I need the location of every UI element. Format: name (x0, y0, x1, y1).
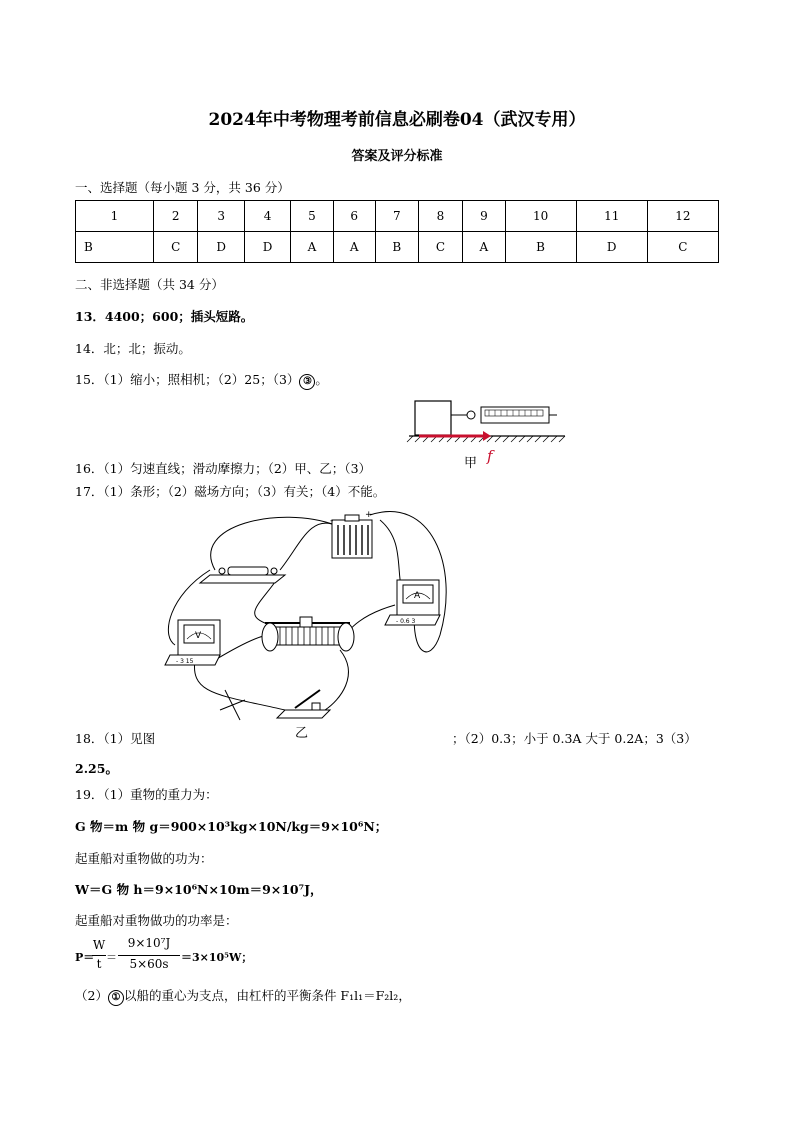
answer-table (75, 200, 719, 263)
friction-symbol: f (487, 447, 493, 465)
ammeter-terminals: - 0.6 3 (396, 618, 416, 625)
svg-text:-: - (330, 516, 334, 526)
table-answer-cell: B (375, 232, 418, 263)
section-heading-choice: 一、选择题（每小题 3 分，共 36 分） (75, 180, 290, 195)
svg-text:+: + (365, 510, 373, 520)
battery-icon (332, 515, 372, 558)
answer-q15 (75, 370, 328, 390)
voltmeter-icon (165, 620, 220, 665)
fraction-bar-2 (118, 955, 180, 956)
wooden-block (415, 401, 451, 435)
circuit-diagram (160, 505, 470, 740)
fraction-t-den: t (96, 957, 102, 971)
answer-q19-line6-text: 以船的重心为支点，由杠杆的平衡条件 F₁l₁＝F₂l₂， (123, 988, 411, 1003)
table-answer-cell: C (647, 232, 718, 263)
table-header-cell: 6 (333, 201, 375, 232)
answer-q17: 17．（1）条形；（2）磁场方向；（3）有关；（4）不能。 (75, 484, 386, 499)
section-heading-nonchoice: 二、非选择题（共 34 分） (75, 277, 224, 292)
switch-icon (277, 690, 330, 718)
table-header-cell: 4 (244, 201, 290, 232)
answer-q19-line6 (75, 986, 411, 1006)
table-header-cell: 8 (418, 201, 463, 232)
table-header-cell: 5 (291, 201, 333, 232)
table-header-cell: 10 (505, 201, 576, 232)
answer-q18-part1: 18．（1）见图 (75, 731, 156, 746)
table-answer-cell: D (576, 232, 647, 263)
table-answer-cell: B (505, 232, 576, 263)
answer-q14: 14．北；北；振动。 (75, 341, 191, 356)
formula-equals: ＝ (106, 951, 117, 964)
fraction-work-num: 9×10⁷J (127, 936, 171, 950)
answer-q13: 13．4400；600；插头短路。 (75, 309, 254, 324)
table-header-cell: 11 (576, 201, 647, 232)
spring-scale (481, 407, 549, 423)
resistor-icon (200, 567, 285, 583)
page-subtitle: 答案及评分标准 (351, 149, 443, 164)
voltmeter-terminals: - 3 15 (176, 658, 194, 665)
table-answer-cell: A (291, 232, 333, 263)
formula-p-right: ＝3×10⁵W； (181, 951, 253, 964)
table-row-numbers (76, 201, 719, 232)
table-header-cell: 2 (153, 201, 198, 232)
voltmeter-label: V (195, 631, 202, 641)
table-header-cell: 1 (76, 201, 154, 232)
answer-q15-text: 15．（1）缩小；照相机；（2）25；（3） (75, 372, 300, 387)
rheostat-icon (262, 617, 354, 651)
answer-q15-end: 。 (315, 372, 328, 387)
table-answer-cell: A (333, 232, 375, 263)
answer-q16: 16．（1）匀速直线；滑动摩擦力；（2）甲、乙；（3） (75, 461, 372, 476)
table-row-answers (76, 232, 719, 263)
figure-label-jia: 甲 (464, 456, 478, 471)
ammeter-icon (385, 580, 440, 625)
fraction-time-den: 5×60s (129, 957, 169, 971)
figure-label-yi: 乙 (295, 726, 309, 741)
ammeter-label: A (414, 591, 421, 601)
table-header-cell: 12 (647, 201, 718, 232)
page-title: 2024年中考物理考前信息必刷卷04（武汉专用） (208, 110, 586, 130)
table-header-cell: 9 (463, 201, 505, 232)
table-answer-cell: B (76, 232, 154, 263)
answer-q19-line4: W＝G 物 h＝9×10⁶N×10m＝9×10⁷J， (75, 882, 323, 897)
answer-q18-part3: 2.25。 (75, 761, 118, 776)
answer-q19-line3: 起重船对重物做的功为： (75, 851, 213, 866)
table-answer-cell: C (418, 232, 463, 263)
table-header-cell: 3 (198, 201, 244, 232)
hook-icon (467, 411, 475, 419)
table-answer-cell: D (198, 232, 244, 263)
answer-q19-line1: 19．（1）重物的重力为： (75, 787, 218, 802)
table-answer-cell: D (244, 232, 290, 263)
table-answer-cell: C (153, 232, 198, 263)
answer-q19-line2: G 物＝m 物 g＝900×10³kg×10N/kg＝9×10⁶N； (75, 819, 388, 834)
fraction-w-num: W (92, 938, 106, 952)
formula-p-left: P＝ (75, 951, 95, 964)
answer-q18-part2: ；（2）0.3；小于 0.3A 大于 0.2A；3（3） (452, 731, 697, 746)
circled-three: ③ (299, 374, 315, 390)
fraction-bar (92, 955, 106, 956)
table-answer-cell: A (463, 232, 505, 263)
answer-q19-line6-prefix: （2） (75, 988, 108, 1003)
answer-q19-line5: 起重船对重物做功的功率是： (75, 913, 238, 928)
circled-one: ① (108, 990, 124, 1006)
table-header-cell: 7 (375, 201, 418, 232)
